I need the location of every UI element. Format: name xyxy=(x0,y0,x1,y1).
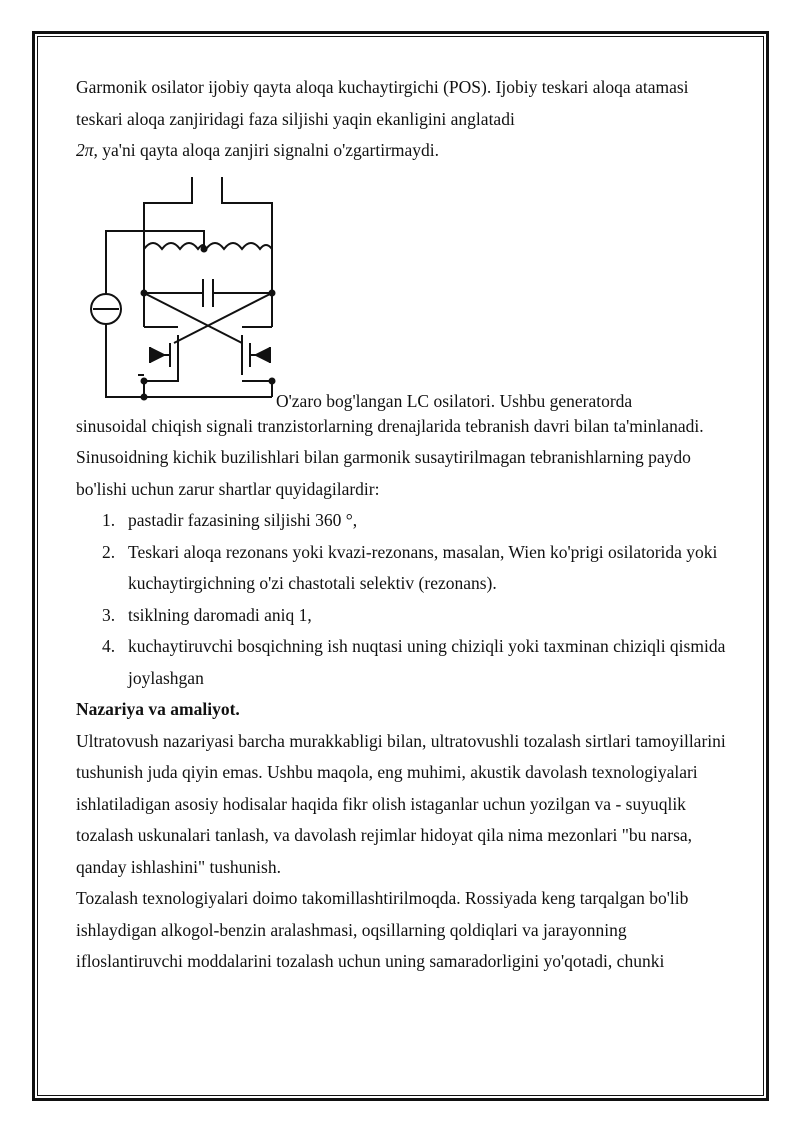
list-item: 3. tsiklning daromadi aniq 1, xyxy=(102,604,312,625)
figure-row xyxy=(76,175,736,411)
conditions-intro: Sinusoidning kichik buzilishlari bilan garmonik susaytirilmagan tebranishlarning paydo bo'lishi uchun zarur shartlar quyidagilardir: xyxy=(76,447,691,499)
list-item: 1. pastadir fazasining siljishi 360 °, xyxy=(102,510,358,530)
intro-paragraph xyxy=(76,72,736,167)
two-pi-symbol: 2π xyxy=(76,140,94,160)
section-heading: Nazariya va amaliyot. xyxy=(76,699,240,719)
list-item: 4. kuchaytiruvchi bosqichning ish nuqtasi uning chiziqli yoki taxminan chiziqli qismida joylashgan xyxy=(102,636,726,688)
after-figure-paragraph: sinusoidal chiqish signali tranzistorlarning drenajlarida tebranish davri bilan ta'minlanadi. xyxy=(76,415,704,436)
list-item: 2. Teskari aloqa rezonans yoki kvazi-rezonans, masalan, Wien ko'prigi osilatorida yoki kuchaytirgichning o'zi chastotali selektiv (rezonans). xyxy=(102,541,718,593)
document-body xyxy=(76,72,736,978)
intro-text: Garmonik osilator ijobiy qayta aloqa kuchaytirgichi (POS). Ijobiy teskari aloqa atamasi teskari aloqa zanjiridagi faza siljishi yaqin ekanligini anglatadi xyxy=(76,77,689,129)
figure-caption: O'zaro bog'langan LC osilatori. Ushbu generatorda xyxy=(276,391,633,411)
cleaning-paragraph: Tozalash texnologiyalari doimo takomillashtirilmoqda. Rossiyada keng tarqalgan bo'lib ishlaydigan alkogol-benzin aralashmasi, oqsillarning qoldiqlari va jarayonning ifloslantiruvchi moddalarini tozalash uchun uning samaradorligini yo'qotadi, chunki xyxy=(76,888,689,971)
intro-continuation: , ya'ni qayta aloqa zanjiri signalni o'zgartirmaydi. xyxy=(93,140,440,160)
conditions-list xyxy=(76,505,736,694)
lc-oscillator-circuit-diagram xyxy=(82,175,282,405)
theory-paragraph: Ultratovush nazariyasi barcha murakkabligi bilan, ultratovushli tozalash sirtlari tamoyillarini tushunish juda qiyin emas. Ushbu maqola, eng muhimi, akustik davolash texnologiyalari ishlatiladigan asosiy hodisalar haqida fikr olish istaganlar uchun yozilgan va - suyuqlik tozalash uskunalari tanlash, va davolash rejimlar hidoyat qila nima mezonlari "bu narsa, qanday ishlashini" tushunish. xyxy=(76,730,726,877)
